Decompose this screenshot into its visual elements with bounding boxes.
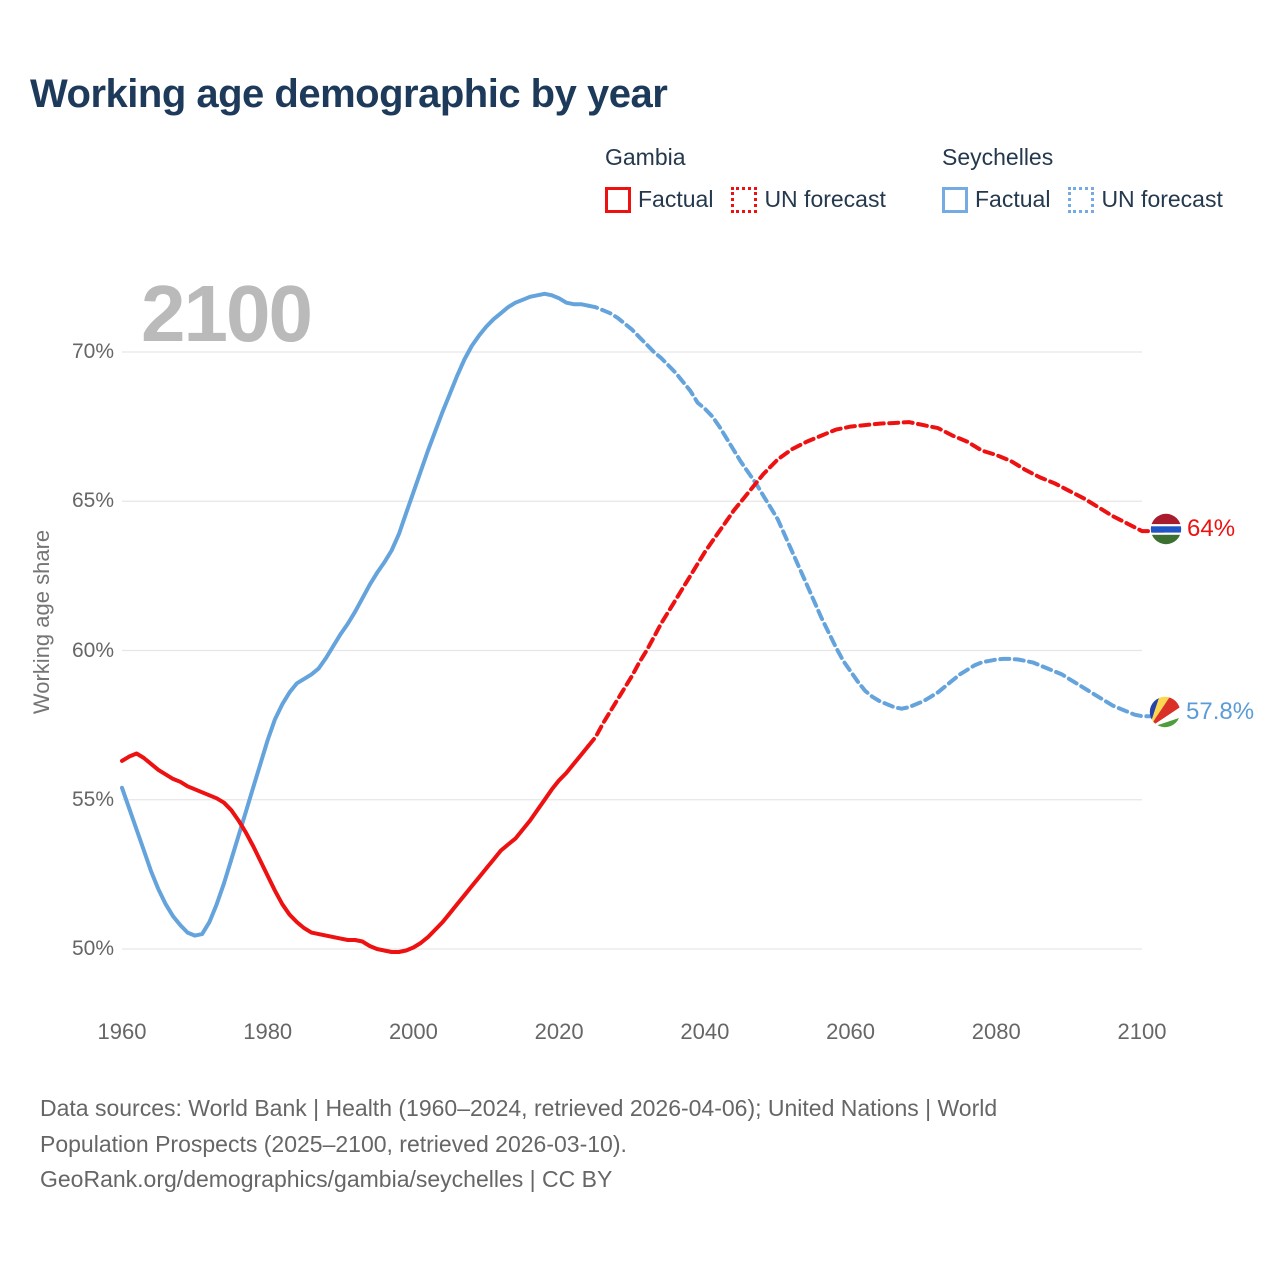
x-tick-label: 2100 [1117,1019,1167,1044]
x-tick-label: 2060 [826,1019,876,1044]
data-sources-note [40,1091,997,1198]
source-line: Population Prospects (2025–2100, retrieved 2026-03-10). [40,1130,627,1157]
x-tick-label: 1960 [97,1019,147,1044]
seychelles-end-value: 57.8% [1186,698,1255,725]
attribution-line: GeoRank.org/demographics/gambia/seychelles | CC BY [40,1166,613,1192]
y-axis-title: Working age share [29,529,54,715]
gambia-end-label [1150,513,1235,545]
seychelles-factual-line [122,294,588,936]
x-tick-label: 1980 [243,1019,293,1044]
y-tick-label: 65% [71,489,114,513]
x-tick-label: 2080 [971,1019,1021,1044]
seychelles-factual-label: Factual [975,186,1051,212]
seychelles-end-label [1149,696,1254,728]
gridlines [122,352,1142,949]
page-title: Working age demographic by year [30,72,668,116]
y-tick-label: 55% [71,787,114,811]
gambia-factual-line [122,746,588,952]
legend-group-gambia-title: Gambia [605,144,686,170]
gambia-end-value: 64% [1187,515,1236,542]
series-lines [122,294,1163,952]
gambia-factual-label: Factual [638,186,714,212]
x-tick-label: 2020 [534,1019,584,1044]
seychelles-forecast-label: UN forecast [1101,186,1223,212]
gambia-flag-icon [1150,513,1182,545]
legend-group-seychelles-title: Seychelles [942,144,1054,170]
seychelles-un-forecast-line [588,306,1163,717]
x-tick-label: 2040 [680,1019,730,1044]
year-watermark: 2100 [141,269,311,358]
x-tick-label: 2000 [388,1019,438,1044]
seychelles-flag-icon [1149,696,1181,728]
y-tick-label: 50% [71,937,114,960]
source-line: Data sources: World Bank | Health (1960–2024, retrieved 2026-04-06); United Nations | World [40,1095,998,1121]
y-tick-label: 60% [71,638,114,662]
y-tick-label: 70% [71,340,114,363]
gambia-forecast-label: UN forecast [764,186,886,212]
